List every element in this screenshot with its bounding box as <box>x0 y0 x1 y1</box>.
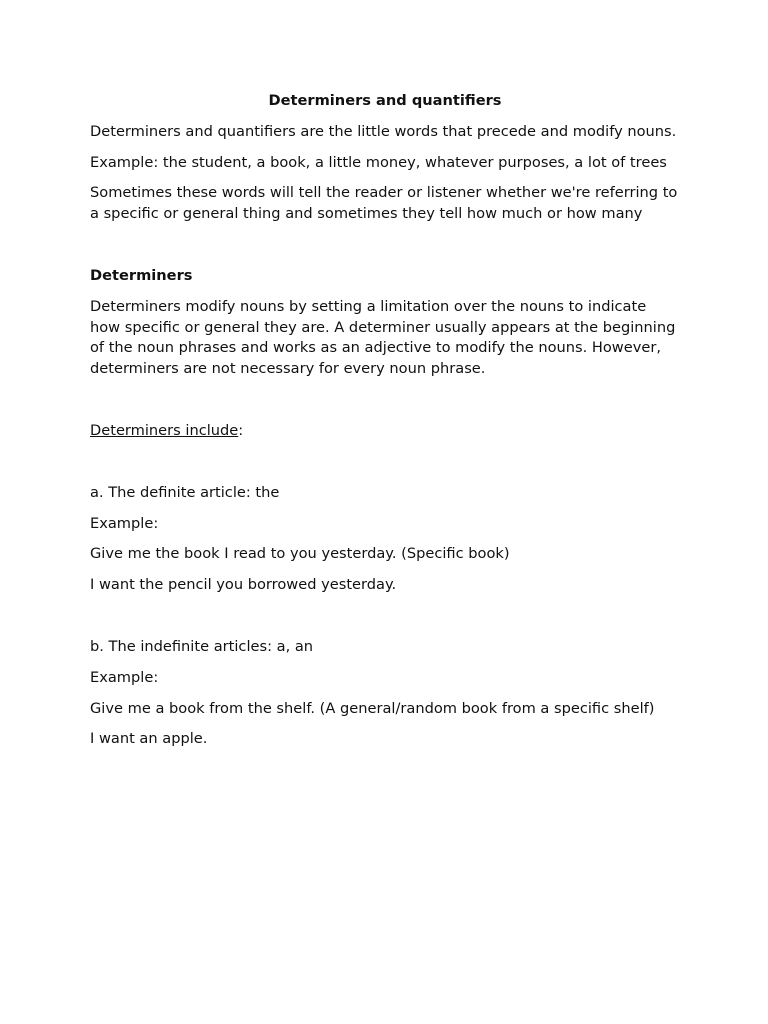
colon: : <box>238 421 244 439</box>
determiners-include-line <box>90 421 680 442</box>
section-a-title: a. The definite article: the <box>90 483 280 501</box>
intro-paragraph: Determiners and quantifiers are the little words that precede and modify nouns. <box>90 122 677 140</box>
section-b-example-1: Give me a book from the shelf. (A general/random book from a specific shelf) <box>90 699 655 717</box>
spacer <box>90 235 680 266</box>
intro-example: Example: the student, a book, a little money, whatever purposes, a lot of trees <box>90 153 667 171</box>
section-a-example-label: Example: <box>90 514 159 532</box>
document-title: Determiners and quantifiers <box>268 92 502 109</box>
spacer <box>90 452 680 483</box>
spacer <box>90 390 680 421</box>
section-b-example-2: I want an apple. <box>90 730 208 748</box>
section-a-example-2: I want the pencil you borrowed yesterday. <box>90 576 397 594</box>
determiners-include-label: Determiners include <box>90 421 239 439</box>
spacer <box>90 606 680 637</box>
section-b-title: b. The indefinite articles: a, an <box>90 637 314 655</box>
intro-paragraph-2: Sometimes these words will tell the reader or listener whether we're referring to a specific or general thing and sometimes they tell how much or how many <box>90 184 678 223</box>
section-a-example-1: Give me the book I read to you yesterday. (Specific book) <box>90 545 510 563</box>
section-b-example-label: Example: <box>90 668 159 686</box>
document-page <box>90 91 680 760</box>
section-heading-determiners: Determiners <box>90 266 193 284</box>
determiners-description: Determiners modify nouns by setting a limitation over the nouns to indicate how specific or general they are. A determiner usually appears at the beginning of the noun phrases and works as an adjective to modify the nouns. However, determiners are not necessary for every noun phrase. <box>90 297 676 378</box>
